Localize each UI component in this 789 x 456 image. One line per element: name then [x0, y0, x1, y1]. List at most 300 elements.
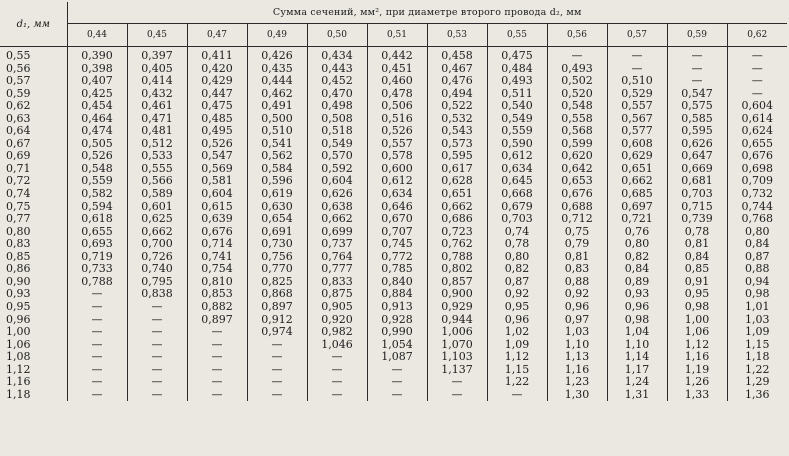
d1-value: 0,96 — [0, 313, 67, 326]
d2-column-header: 0,44 — [67, 24, 127, 47]
table-cell: — — [247, 339, 307, 352]
table-cell: 0,712 — [547, 213, 607, 226]
table-cell: 1,23 — [547, 376, 607, 389]
table-cell: — — [127, 364, 187, 377]
table-row — [0, 75, 787, 88]
table-cell: 0,897 — [247, 301, 307, 314]
table-cell: — — [127, 301, 187, 314]
table-cell: 0,592 — [307, 163, 367, 176]
table-cell: 0,770 — [247, 263, 307, 276]
table-cell: 1,12 — [487, 351, 547, 364]
table-cell: — — [367, 376, 427, 389]
table-cell: — — [727, 47, 787, 63]
table-cell: 0,98 — [607, 313, 667, 326]
table-cell: 0,698 — [727, 163, 787, 176]
table-header — [0, 2, 787, 47]
table-cell: 0,476 — [427, 75, 487, 88]
table-cell: 0,595 — [427, 150, 487, 163]
table-cell: — — [727, 75, 787, 88]
table-cell: 0,612 — [367, 175, 427, 188]
table-cell: 0,875 — [307, 288, 367, 301]
table-cell: 0,511 — [487, 88, 547, 101]
table-cell: 0,882 — [187, 301, 247, 314]
table-cell: 0,703 — [667, 188, 727, 201]
table-cell: 0,425 — [81, 86, 113, 100]
table-cell: 0,853 — [187, 288, 247, 301]
table-cell: 0,709 — [727, 175, 787, 188]
table-cell: 0,676 — [727, 150, 787, 163]
table-cell: 0,467 — [427, 63, 487, 76]
table-cell: 0,639 — [187, 213, 247, 226]
table-cell: 0,802 — [427, 263, 487, 276]
table-cell: 0,474 — [81, 124, 113, 138]
table-cell: — — [667, 63, 727, 76]
table-cell: 0,624 — [727, 125, 787, 138]
table-row — [0, 326, 787, 339]
d1-value: 0,67 — [0, 138, 67, 151]
table-cell: 0,92 — [547, 288, 607, 301]
table-cell: 0,508 — [307, 113, 367, 126]
table-cell: 0,719 — [81, 249, 113, 263]
table-cell: 1,00 — [667, 313, 727, 326]
table-cell: 0,785 — [367, 263, 427, 276]
table-cell: 0,721 — [607, 213, 667, 226]
table-cell: 0,506 — [367, 100, 427, 113]
table-cell: 1,10 — [607, 339, 667, 352]
table-cell: 0,484 — [487, 63, 547, 76]
table-cell: 0,670 — [367, 213, 427, 226]
table-cell: 0,857 — [427, 276, 487, 289]
table-cell: — — [187, 339, 247, 352]
table-cell: — — [427, 376, 487, 389]
table-cell: 0,655 — [81, 224, 113, 238]
d2-column-header: 0,59 — [667, 24, 727, 47]
table-cell: 0,481 — [127, 125, 187, 138]
table-cell: 0,669 — [667, 163, 727, 176]
table-cell: 0,94 — [727, 276, 787, 289]
d1-value: 1,00 — [0, 326, 67, 339]
d1-value: 0,62 — [0, 100, 67, 113]
table-cell: 0,444 — [247, 75, 307, 88]
table-cell: 1,26 — [667, 376, 727, 389]
table-cell: 0,693 — [81, 237, 113, 251]
table-cell: 0,982 — [307, 326, 367, 339]
table-cell: 0,590 — [487, 138, 547, 151]
table-cell: 0,557 — [367, 138, 427, 151]
table-cell: 0,82 — [607, 251, 667, 264]
table-cell: 0,434 — [307, 47, 367, 63]
table-cell: 0,617 — [427, 163, 487, 176]
table-cell: 0,868 — [247, 288, 307, 301]
d1-value: 0,86 — [0, 263, 67, 276]
table-cell: 0,615 — [187, 201, 247, 214]
table-row — [0, 263, 787, 276]
table-cell: 1,15 — [727, 339, 787, 352]
table-cell: 0,533 — [127, 150, 187, 163]
table-cell: 0,95 — [667, 288, 727, 301]
table-cell: 1,36 — [727, 389, 787, 402]
table-cell: 0,510 — [247, 125, 307, 138]
table-cell: 0,493 — [487, 75, 547, 88]
table-cell: — — [367, 364, 427, 377]
table-cell: 0,83 — [547, 263, 607, 276]
table-cell: 1,16 — [667, 351, 727, 364]
table-cell: 0,825 — [247, 276, 307, 289]
table-cell: 0,681 — [667, 175, 727, 188]
table-cell: 1,006 — [427, 326, 487, 339]
table-cell: 0,510 — [607, 75, 667, 88]
table-cell: 0,558 — [547, 113, 607, 126]
table-cell: 0,626 — [307, 188, 367, 201]
table-cell: 0,435 — [247, 63, 307, 76]
table-cell: — — [547, 47, 607, 63]
d1-value: 1,16 — [0, 376, 67, 389]
table-cell: 0,700 — [127, 238, 187, 251]
table-cell: 0,703 — [487, 213, 547, 226]
d1-value: 0,71 — [0, 163, 67, 176]
table-cell: 0,905 — [307, 301, 367, 314]
table-cell: 0,475 — [187, 100, 247, 113]
table-cell: — — [127, 313, 187, 326]
table-cell: 0,87 — [487, 276, 547, 289]
table-cell: 0,741 — [187, 251, 247, 264]
d1-value: 0,74 — [0, 188, 67, 201]
table-cell: 1,09 — [487, 339, 547, 352]
table-cell: 0,502 — [547, 75, 607, 88]
table-cell: 0,549 — [487, 113, 547, 126]
table-cell: 0,604 — [727, 100, 787, 113]
table-cell: 1,33 — [667, 389, 727, 402]
table-cell: 0,414 — [127, 75, 187, 88]
table-cell: 0,685 — [607, 188, 667, 201]
table-cell: 0,744 — [727, 201, 787, 214]
d1-value: 0,93 — [0, 288, 67, 301]
table-cell: 0,900 — [427, 288, 487, 301]
table-cell: 0,604 — [307, 175, 367, 188]
table-cell: 0,532 — [427, 113, 487, 126]
d1-value: 0,77 — [0, 213, 67, 226]
table-cell: 0,78 — [487, 238, 547, 251]
table-cell: 0,733 — [81, 262, 113, 276]
d1-value: 0,69 — [0, 150, 67, 163]
table-cell: 0,407 — [81, 74, 113, 88]
table-cell: 0,557 — [607, 100, 667, 113]
table-cell: 1,03 — [547, 326, 607, 339]
table-cell: 0,569 — [187, 163, 247, 176]
table-cell: 0,618 — [81, 212, 113, 226]
d1-value: 1,06 — [0, 339, 67, 352]
table-cell: 0,582 — [81, 187, 113, 201]
table-cell: 0,568 — [547, 125, 607, 138]
table-cell: 0,604 — [187, 188, 247, 201]
table-cell: 0,405 — [127, 63, 187, 76]
table-cell: 1,02 — [487, 326, 547, 339]
table-cell: 0,585 — [667, 113, 727, 126]
table-cell: 1,29 — [727, 376, 787, 389]
table-cell: — — [187, 364, 247, 377]
table-cell: 0,762 — [427, 238, 487, 251]
table-cell: — — [727, 63, 787, 76]
table-cell: 0,777 — [307, 263, 367, 276]
table-cell: 1,01 — [727, 301, 787, 314]
table-cell: 0,795 — [127, 276, 187, 289]
table-cell: — — [187, 376, 247, 389]
table-cell: 0,651 — [427, 188, 487, 201]
table-cell: 0,75 — [547, 226, 607, 239]
table-cell: 1,070 — [427, 339, 487, 352]
table-cell: 0,990 — [367, 326, 427, 339]
table-cell: 0,432 — [127, 88, 187, 101]
table-cell: 0,920 — [307, 313, 367, 326]
table-cell: 1,30 — [547, 389, 607, 402]
table-cell: — — [727, 88, 787, 101]
table-cell: 0,84 — [667, 251, 727, 264]
table-cell: 1,16 — [547, 364, 607, 377]
d1-value: 1,08 — [0, 351, 67, 364]
table-cell: 1,054 — [367, 339, 427, 352]
table-cell: 0,76 — [607, 226, 667, 239]
table-cell: — — [91, 387, 103, 401]
table-row — [0, 376, 787, 389]
table-cell: 0,567 — [607, 113, 667, 126]
table-cell: 0,737 — [307, 238, 367, 251]
table-cell: 0,495 — [187, 125, 247, 138]
table-row — [0, 238, 787, 251]
table-cell: 0,608 — [607, 138, 667, 151]
table-cell: 0,646 — [367, 201, 427, 214]
d2-column-header: 0,62 — [727, 24, 787, 47]
table-cell: 0,98 — [667, 301, 727, 314]
table-cell: 0,84 — [607, 263, 667, 276]
table-cell: 0,97 — [547, 313, 607, 326]
table-cell: 0,555 — [127, 163, 187, 176]
table-cell: 0,688 — [547, 201, 607, 214]
table-cell: 0,642 — [547, 163, 607, 176]
table-cell: 0,96 — [547, 301, 607, 314]
table-cell: 0,697 — [607, 201, 667, 214]
table-cell: 0,491 — [247, 100, 307, 113]
table-body — [0, 47, 787, 402]
table-cell: 0,715 — [667, 201, 727, 214]
table-cell: 1,12 — [667, 339, 727, 352]
table-cell: 0,840 — [367, 276, 427, 289]
table-cell: 0,500 — [247, 113, 307, 126]
table-cell: 0,79 — [547, 238, 607, 251]
table-cell: 0,80 — [487, 251, 547, 264]
table-cell: 0,520 — [547, 88, 607, 101]
table-cell: 0,584 — [247, 163, 307, 176]
table-caption: Сумма сечений, мм², при диаметре второго провода d₂, мм — [67, 2, 787, 24]
d1-value: 0,56 — [0, 63, 67, 76]
table-cell: 0,756 — [247, 251, 307, 264]
d1-value: 0,85 — [0, 251, 67, 264]
table-cell: 0,707 — [367, 226, 427, 239]
table-cell: 0,575 — [667, 100, 727, 113]
table-row — [0, 351, 787, 364]
d1-value: 0,83 — [0, 238, 67, 251]
table-cell: 0,929 — [427, 301, 487, 314]
table-cell: 0,493 — [547, 63, 607, 76]
d1-value: 0,55 — [0, 47, 67, 63]
wire-cross-section-table — [0, 2, 787, 401]
d1-value: 0,80 — [0, 226, 67, 239]
table-cell: — — [667, 75, 727, 88]
table-cell: 0,577 — [607, 125, 667, 138]
table-row — [0, 47, 787, 63]
table-cell: 0,599 — [547, 138, 607, 151]
table-cell: 0,625 — [127, 213, 187, 226]
table-cell: 1,15 — [487, 364, 547, 377]
table-cell: 0,426 — [247, 47, 307, 63]
table-cell: 0,570 — [307, 150, 367, 163]
d2-column-header: 0,55 — [487, 24, 547, 47]
table-cell: 0,461 — [127, 100, 187, 113]
table-cell: 0,634 — [367, 188, 427, 201]
table-cell: — — [247, 364, 307, 377]
table-cell: 0,91 — [667, 276, 727, 289]
table-cell: 0,884 — [367, 288, 427, 301]
table-cell: 0,411 — [187, 47, 247, 63]
table-cell: 0,84 — [727, 238, 787, 251]
table-cell: 0,516 — [367, 113, 427, 126]
d2-column-header: 0,50 — [307, 24, 367, 47]
table-cell: 0,739 — [667, 213, 727, 226]
table-cell: 0,540 — [487, 100, 547, 113]
table-cell: 0,443 — [307, 63, 367, 76]
d1-value: 0,59 — [0, 88, 67, 101]
table-cell: — — [91, 350, 103, 364]
table-cell: 0,676 — [187, 226, 247, 239]
table-cell: 0,638 — [307, 201, 367, 214]
table-cell: 0,730 — [247, 238, 307, 251]
table-cell: — — [91, 375, 103, 389]
table-cell: 0,612 — [487, 150, 547, 163]
table-cell: 0,93 — [607, 288, 667, 301]
table-cell: 0,478 — [367, 88, 427, 101]
table-cell: 0,676 — [547, 188, 607, 201]
table-cell: 0,578 — [367, 150, 427, 163]
table-cell: 0,573 — [427, 138, 487, 151]
table-cell: 0,699 — [307, 226, 367, 239]
table-cell: 0,647 — [667, 150, 727, 163]
d1-value: 1,12 — [0, 364, 67, 377]
table-cell: 0,464 — [81, 111, 113, 125]
table-cell: 1,06 — [667, 326, 727, 339]
table-cell: 0,566 — [127, 175, 187, 188]
table-cell: — — [127, 351, 187, 364]
table-cell: — — [91, 362, 103, 376]
table-cell: 0,526 — [187, 138, 247, 151]
table-cell: — — [607, 47, 667, 63]
table-cell: 0,518 — [307, 125, 367, 138]
table-cell: 0,420 — [187, 63, 247, 76]
table-cell: 0,634 — [487, 163, 547, 176]
table-cell: 0,390 — [81, 49, 113, 63]
table-cell: 0,788 — [81, 274, 113, 288]
table-cell: 0,96 — [487, 313, 547, 326]
table-cell: 0,88 — [547, 276, 607, 289]
d1-value: 0,72 — [0, 175, 67, 188]
table-cell: 1,04 — [607, 326, 667, 339]
table-cell: 0,447 — [187, 88, 247, 101]
table-cell: 0,96 — [607, 301, 667, 314]
table-cell: — — [247, 376, 307, 389]
table-cell: 0,549 — [307, 138, 367, 151]
table-cell: 0,89 — [607, 276, 667, 289]
table-cell: 0,714 — [187, 238, 247, 251]
table-cell: 0,471 — [127, 113, 187, 126]
table-cell: 0,92 — [487, 288, 547, 301]
table-cell: — — [307, 351, 367, 364]
table-cell: 0,810 — [187, 276, 247, 289]
table-cell: 0,88 — [727, 263, 787, 276]
table-cell: 0,485 — [187, 113, 247, 126]
table-cell: 1,137 — [427, 364, 487, 377]
table-cell: 0,451 — [367, 63, 427, 76]
table-cell: 0,529 — [607, 88, 667, 101]
table-cell: 0,548 — [547, 100, 607, 113]
table-cell: 0,974 — [247, 326, 307, 339]
table-cell: 0,505 — [81, 136, 113, 150]
d2-column-header: 0,45 — [127, 24, 187, 47]
table-cell: 0,494 — [427, 88, 487, 101]
table-cell: 0,81 — [547, 251, 607, 264]
table-row — [0, 213, 787, 226]
d1-value: 0,57 — [0, 75, 67, 88]
table-cell: 0,594 — [81, 199, 113, 213]
table-cell: 0,768 — [727, 213, 787, 226]
table-cell: — — [187, 326, 247, 339]
table-cell: 0,944 — [427, 313, 487, 326]
table-cell: — — [427, 389, 487, 402]
table-cell: 0,442 — [367, 47, 427, 63]
table-cell: 0,651 — [607, 163, 667, 176]
table-cell: 0,726 — [127, 251, 187, 264]
table-cell: 0,589 — [127, 188, 187, 201]
table-cell: 0,547 — [187, 150, 247, 163]
table-cell: 0,541 — [247, 138, 307, 151]
table-cell: — — [667, 47, 727, 63]
d2-column-header: 0,57 — [607, 24, 667, 47]
table-cell: 0,679 — [487, 201, 547, 214]
table-cell: — — [91, 299, 103, 313]
table-cell: — — [127, 389, 187, 402]
table-cell: 0,87 — [727, 251, 787, 264]
table-cell: 0,526 — [367, 125, 427, 138]
table-cell: 0,398 — [81, 61, 113, 75]
table-row — [0, 100, 787, 113]
d2-column-header: 0,51 — [367, 24, 427, 47]
table-cell: 1,09 — [727, 326, 787, 339]
table-cell: 0,655 — [727, 138, 787, 151]
d2-column-header: 0,53 — [427, 24, 487, 47]
table-cell: 1,19 — [667, 364, 727, 377]
table-cell: 0,745 — [367, 238, 427, 251]
d2-column-header: 0,49 — [247, 24, 307, 47]
table-cell: 0,897 — [187, 313, 247, 326]
table-cell: — — [247, 351, 307, 364]
table-cell: 0,562 — [247, 150, 307, 163]
table-cell: — — [247, 389, 307, 402]
table-cell: 0,645 — [487, 175, 547, 188]
table-cell: 0,788 — [427, 251, 487, 264]
table-cell: 0,723 — [427, 226, 487, 239]
table-cell: 0,691 — [247, 226, 307, 239]
table-cell: 0,662 — [427, 201, 487, 214]
table-cell: 0,596 — [247, 175, 307, 188]
table-cell: — — [607, 63, 667, 76]
table-cell: 0,78 — [667, 226, 727, 239]
